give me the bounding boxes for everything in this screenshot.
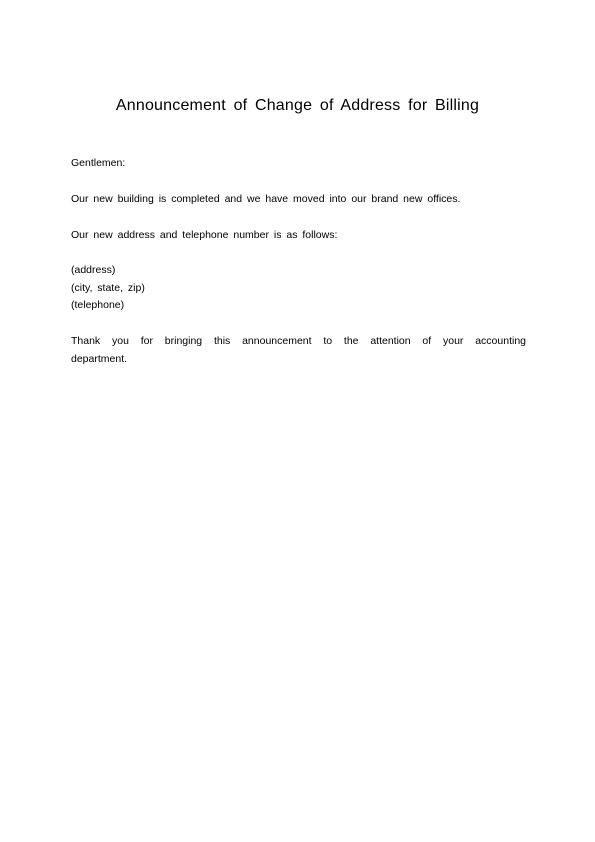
address-block [71,262,526,315]
paragraph-new-address-intro: Our new address and telephone number is as follows: [71,229,338,241]
address-line-street: (address) [71,264,116,276]
paragraph-closing: Thank you for bringing this announcement to the attention of your accounting department. [71,335,526,365]
paragraph-move-notice: Our new building is completed and we have moved into our brand new offices. [71,193,461,205]
salutation: Gentlemen: [71,157,126,169]
document-title: Announcement of Change of Address for Billing [115,97,480,114]
address-line-telephone: (telephone) [71,299,125,311]
address-line-city-state-zip: (city, state, zip) [71,281,145,294]
